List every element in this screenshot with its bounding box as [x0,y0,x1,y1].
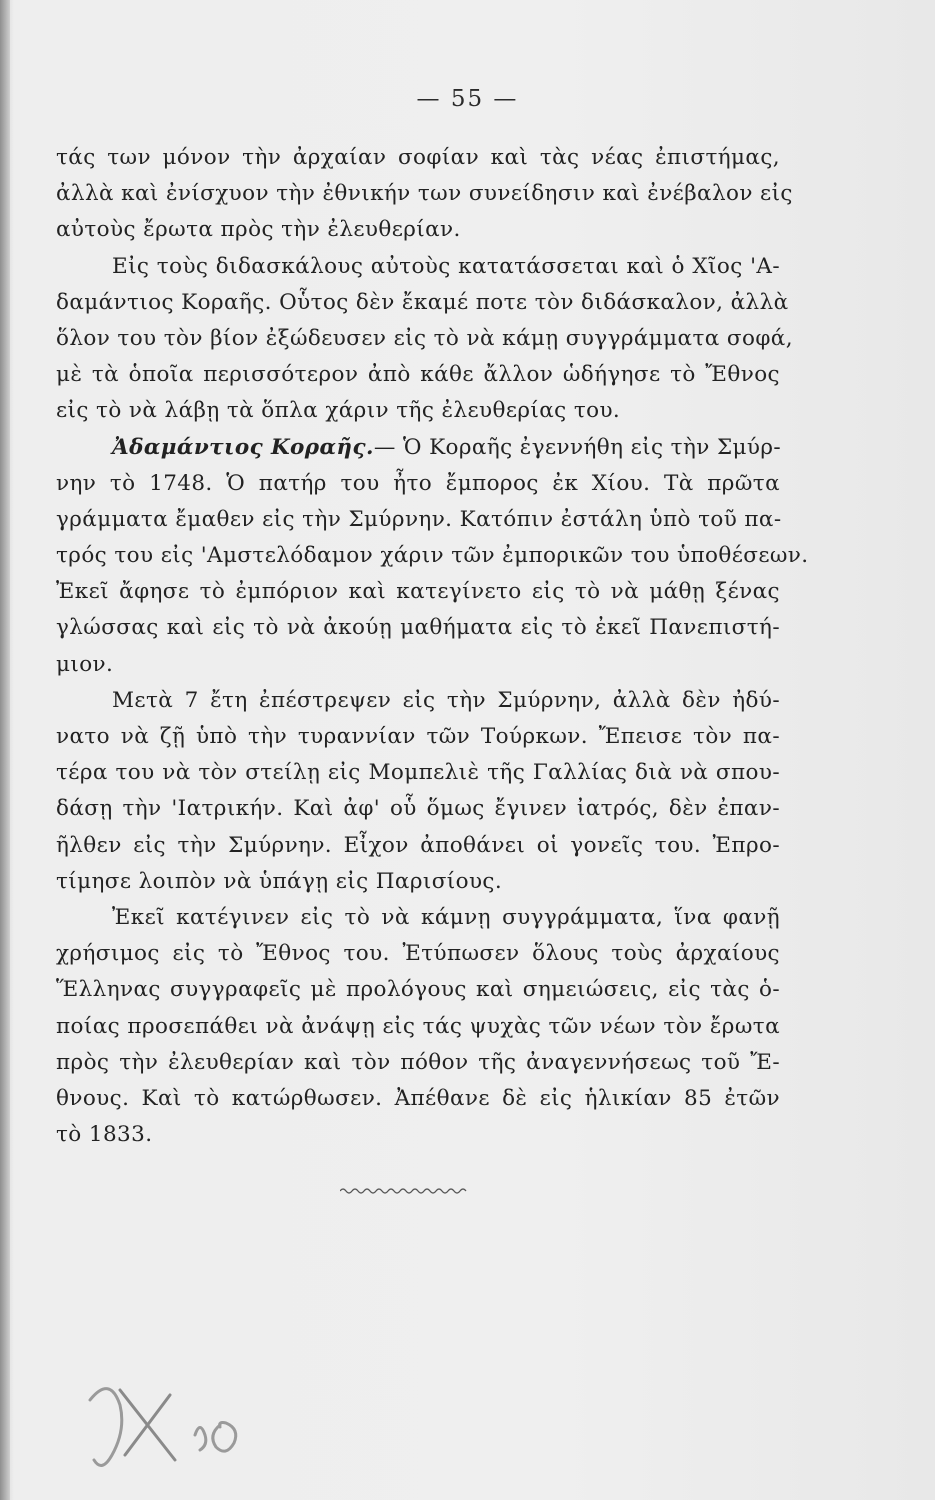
text-line: αὐτοὺς ἔρωτα πρὸς τὴν ἐλευθερίαν. [56,217,461,243]
text-line: Ἕλληνας συγγραφεῖς μὲ προλόγους καὶ σημειώσεις, εἰς τὰς ὁ- [56,977,780,1003]
text-line: εἰς τὸ νὰ λάβῃ τὰ ὅπλα χάριν τῆς ἐλευθερίας του. [56,398,621,424]
text-line: Μετὰ 7 ἔτη ἐπέστρεψεν εἰς τὴν Σμύρνην, ἀλλὰ δὲν ἠδύ- [112,687,780,713]
ornamental-divider [340,1186,470,1196]
text-line: τάς των μόνον τὴν ἀρχαίαν σοφίαν καὶ τὰς νέας ἐπιστήμας, [56,145,780,170]
text-line: μιον. [56,651,114,677]
text-line: Ἐκεῖ κατέγινεν εἰς τὸ νὰ κάμνῃ συγγράμματα, ἵνα φανῇ [112,904,780,930]
section-heading: Ἀδαμάντιος Κοραῆς. [112,434,374,460]
text-line: δαμάντιος Κοραῆς. Οὗτος δὲν ἔκαμέ ποτε τὸν διδάσκαλον, ἀλλὰ [56,289,789,315]
page-spine-shadow [0,0,10,1500]
text-line: πρὸς τὴν ἐλευθερίαν καὶ τὸν πόθον τῆς ἀναγεννήσεως τοῦ Ἔ- [56,1049,780,1075]
text-line: ποίας προσεπάθει νὰ ἀνάψῃ εἰς τάς ψυχὰς τῶν νέων τὸν ἔρωτα [56,1013,780,1039]
text-line: μὲ τὰ ὁποῖα περισσότερον ἀπὸ κάθε ἄλλον ὡδήγησε τὸ Ἔθνος [56,362,780,388]
text-line [56,430,780,466]
text-line: τρός του εἰς 'Αμστελόδαμον χάριν τῶν ἐμπορικῶν του ὑποθέσεων. [56,543,809,569]
handwritten-annotation [80,1370,260,1480]
text-line: θνους. Καὶ τὸ κατώρθωσεν. Ἀπέθανε δὲ εἰς ἡλικίαν 85 ἐτῶν [56,1085,780,1111]
page-number: — 55 — [416,86,519,112]
text-line: Εἰς τοὺς διδασκάλους αὐτοὺς κατατάσσεται καὶ ὁ Χῖος 'Α- [112,253,780,279]
text-line: χρήσιμος εἰς τὸ Ἔθνος του. Ἐτύπωσεν ὅλους τοὺς ἀρχαίους [56,941,780,967]
text-line: ῆλθεν εἰς τὴν Σμύρνην. Εἶχον ἀποθάνει οἱ γονεῖς του. Ἐπρο- [56,832,780,858]
text-line: νατο νὰ ζῇ ὑπὸ τὴν τυραννίαν τῶν Τούρκων. Ἔπεισε τὸν πα- [56,724,780,749]
text-line: νην τὸ 1748. Ὁ πατήρ του ἦτο ἔμπορος ἐκ Χίου. Τὰ πρῶτα [56,470,780,496]
text-line: γράμματα ἔμαθεν εἰς τὴν Σμύρνην. Κατόπιν ἐστάλη ὑπὸ τοῦ πα- [56,506,782,532]
text-line: ὅλον του τὸν βίον ἐξώδευσεν εἰς τὸ νὰ κάμῃ συγγράμματα σοφά, [56,325,793,351]
text-line: γλώσσας καὶ εἰς τὸ νὰ ἀκούῃ μαθήματα εἰς τὸ ἐκεῖ Πανεπιστή- [56,615,780,641]
text-line: ἀλλὰ καὶ ἐνίσχυον τὴν ἐθνικήν των συνείδησιν καὶ ἐνέβαλον εἰς [56,181,793,207]
text-line: τὸ 1833. [56,1122,153,1148]
heading-continuation: — Ὁ Κοραῆς ἐγεννήθη εἰς τὴν Σμύρ- [373,434,782,460]
body-text [56,140,809,1153]
text-line: τέρα του νὰ τὸν στείλῃ εἰς Μομπελιὲ τῆς Γαλλίας διὰ νὰ σπου- [56,760,780,786]
text-line: δάσῃ τὴν 'Ιατρικήν. Καὶ ἀφ' οὗ ὅμως ἔγινεν ἰατρός, δὲν ἐπαν- [56,796,780,822]
text-line: Ἐκεῖ ἄφησε τὸ ἐμπόριον καὶ κατεγίνετο εἰς τὸ νὰ μάθῃ ξένας [56,579,780,605]
text-line: τίμησε λοιπὸν νὰ ὑπάγῃ εἰς Παρισίους. [56,868,503,894]
